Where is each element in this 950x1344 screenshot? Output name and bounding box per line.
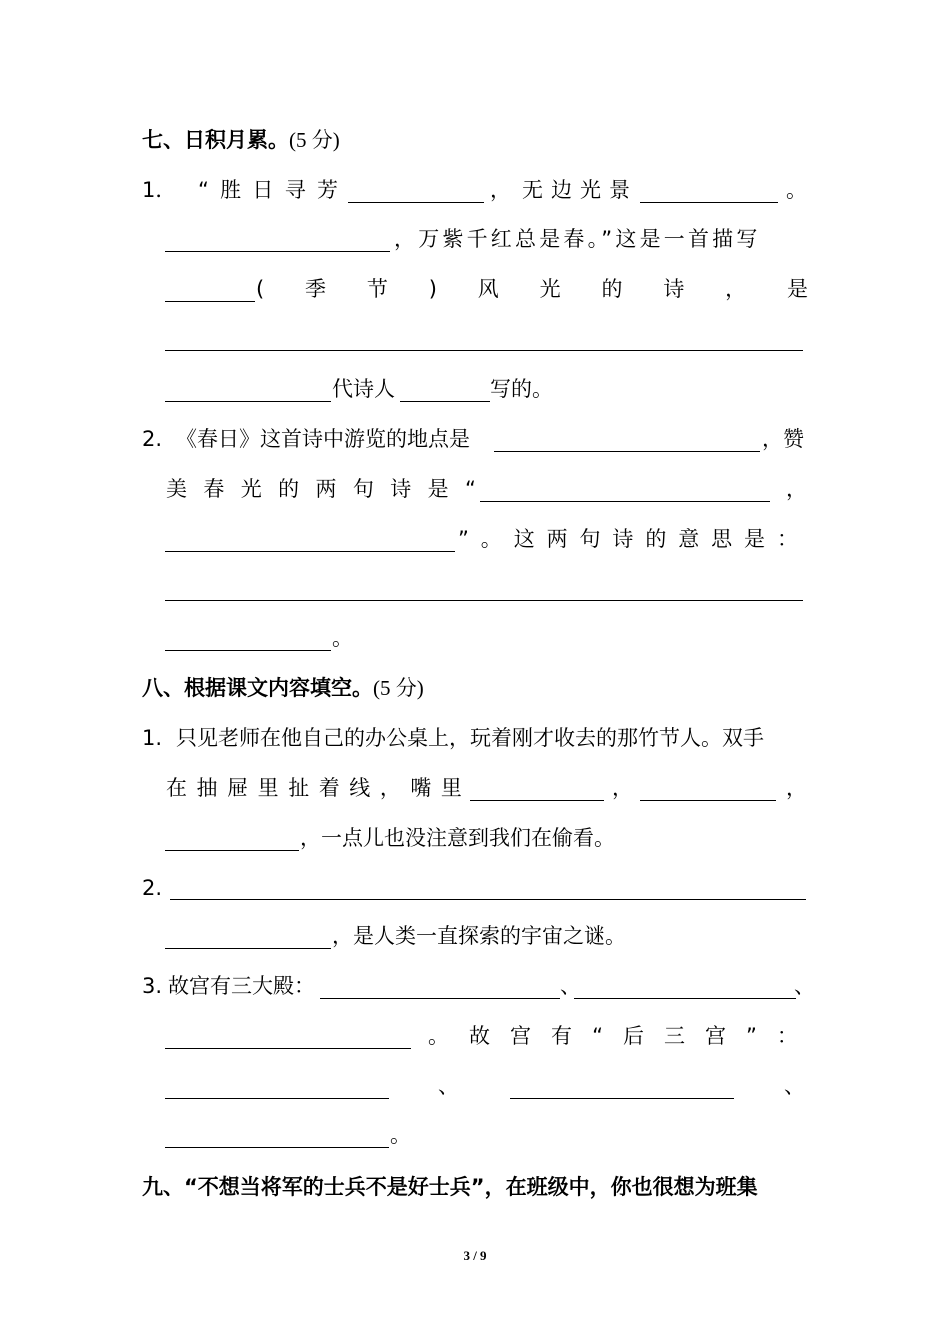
answer-blank[interactable] [165, 251, 390, 252]
s8-q1-line3-text: ，一点儿也没注意到我们在偷看。 [300, 826, 615, 850]
answer-blank[interactable] [574, 998, 796, 999]
s7-q1-line5-end: 写的。 [490, 377, 553, 401]
s7-q2-line2-end: ， [786, 477, 807, 501]
answer-blank[interactable] [640, 800, 776, 801]
s8-q3-sep2: 、 [794, 974, 815, 998]
answer-blank[interactable] [165, 1048, 411, 1049]
answer-blank[interactable] [348, 202, 484, 203]
s7-q2-line3-text: ” 。 这 两 句 诗 的 意 思 是 ： [458, 527, 798, 551]
page-number: 3 / 9 [463, 1248, 487, 1263]
s8-q2-number: 2. [142, 876, 163, 900]
s8-q3-line2-text: 。 故 宫 有 “ 后 三 宫 ” ： [428, 1024, 798, 1048]
s7-q1-line1-text: “ 胜 日 寻 芳 [198, 178, 338, 202]
s8-q1-line1-text: 只见老师在他自己的办公桌上，玩着刚才收去的那竹节人。双手 [176, 726, 764, 750]
s8-q1-line2-text: 在 抽 屉 里 扯 着 线 ， 嘴 里 [166, 776, 462, 800]
s7-q2-line5-end: 。 [332, 626, 353, 650]
s8-q2-line2-text: ，是人类一直探索的宇宙之谜。 [332, 924, 626, 948]
s8-q3-sep1: 、 [560, 974, 581, 998]
s7-q2-line1-end: ，赞 [762, 427, 804, 451]
s7-q1-period: 。 [786, 178, 807, 202]
answer-blank[interactable] [165, 350, 803, 351]
answer-blank[interactable] [165, 401, 331, 402]
s7-q1-number: 1． [142, 178, 177, 202]
s8-q3-line3-sep2: 、 [784, 1074, 805, 1098]
answer-blank[interactable] [165, 551, 455, 552]
section-8-title: 八、根据课文内容填空。 (5 分) [142, 676, 424, 700]
answer-blank[interactable] [470, 800, 604, 801]
s8-q1-comma2: ， [786, 776, 807, 800]
section-7-title: 七、日积月累。 (5 分) [142, 128, 340, 152]
answer-blank[interactable] [320, 998, 560, 999]
answer-blank[interactable] [510, 1098, 734, 1099]
answer-blank[interactable] [480, 501, 770, 502]
answer-blank[interactable] [170, 899, 806, 900]
s7-q1-line5-text: 代诗人 [332, 377, 395, 401]
answer-blank[interactable] [165, 301, 255, 302]
s7-q1-line1-text2: 无 边 光 景 [522, 178, 630, 202]
s8-q3-line4-end: 。 [390, 1123, 411, 1147]
answer-blank[interactable] [400, 401, 490, 402]
answer-blank[interactable] [494, 451, 760, 452]
answer-blank[interactable] [165, 650, 331, 651]
answer-blank[interactable] [165, 1098, 389, 1099]
answer-blank[interactable] [165, 600, 803, 601]
s7-q1-comma: ， [490, 178, 511, 202]
s7-q2-line1-text: 《春日》这首诗中游览的地点是 [176, 427, 470, 451]
s7-q1-line3-text: ( 季 节 ) 风 光 的 诗 ， 是 [256, 277, 808, 301]
s8-q3-line3-sep1: 、 [438, 1074, 459, 1098]
answer-blank[interactable] [165, 850, 299, 851]
s7-q2-line2-text: 美 春 光 的 两 句 诗 是 “ [166, 477, 476, 501]
s8-q1-comma1: ， [612, 776, 633, 800]
s7-q1-line2-text: ，万紫千红总是春。”这是一首描写 [394, 227, 761, 251]
answer-blank[interactable] [640, 202, 778, 203]
answer-blank[interactable] [165, 1147, 389, 1148]
s8-q3-number: 3. [142, 974, 163, 998]
answer-blank[interactable] [165, 948, 331, 949]
section-9-title: 九、“不想当将军的士兵不是好士兵”，在班级中，你也很想为班集 [142, 1175, 758, 1199]
s8-q1-number: 1. [142, 726, 163, 750]
s7-q2-number: 2. [142, 427, 163, 451]
s8-q3-line1-text: 故宫有三大殿： [168, 974, 315, 998]
